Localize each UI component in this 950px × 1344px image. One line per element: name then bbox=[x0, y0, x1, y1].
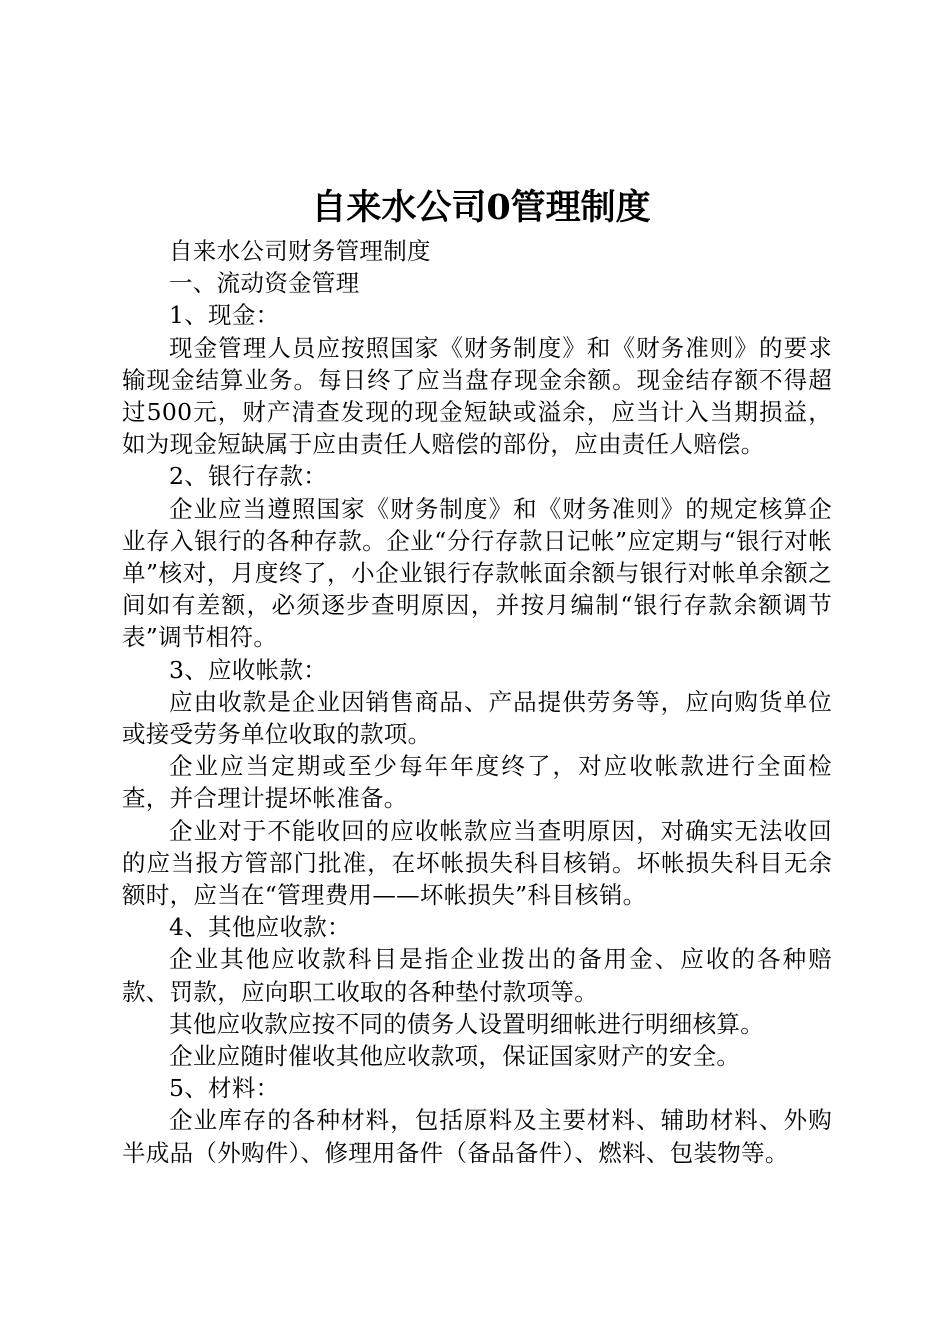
paragraph: 企业对于不能收回的应收帐款应当查明原因，对确实无法收回的应当报方管部门批准，在坏帐损失科目核销。坏帐损失科目无余额时，应当在“管理费用——坏帐损失”科目核销。 bbox=[122, 816, 832, 910]
item-heading-cash: 1、现金： bbox=[169, 301, 280, 330]
paragraph: 其他应收款应按不同的债务人设置明细帐进行明细核算。 bbox=[169, 1009, 764, 1038]
item-heading-receivables: 3、应收帐款： bbox=[169, 655, 328, 684]
paragraph: 企业其他应收款科目是指企业拨出的备用金、应收的各种赔款、罚款，应向职工收取的各种垫付款项等。 bbox=[122, 945, 832, 1006]
document-body bbox=[122, 235, 832, 1169]
paragraph: 企业应随时催收其他应收款项，保证国家财产的安全。 bbox=[169, 1042, 741, 1071]
section-heading: 一、流动资金管理 bbox=[169, 269, 360, 298]
paragraph: 应由收款是企业因销售商品、产品提供劳务等，应向购货单位或接受劳务单位收取的款项。 bbox=[122, 687, 832, 749]
item-heading-other-receivables: 4、其他应收款： bbox=[169, 913, 351, 942]
document-title: 自来水公司0管理制度 bbox=[311, 187, 651, 228]
paragraph-subtitle: 自来水公司财务管理制度 bbox=[169, 237, 431, 265]
item-heading-bank-deposit: 2、银行存款： bbox=[169, 462, 328, 491]
paragraph: 企业应当定期或至少每年年度终了，对应收帐款进行全面检查，并合理计提坏帐准备。 bbox=[122, 752, 832, 813]
paragraph: 企业库存的各种材料，包括原料及主要材料、辅助材料、外购半成品（外购件）、修理用备件（备品备件）、燃料、包装物等。 bbox=[122, 1106, 832, 1167]
paragraph: 企业应当遵照国家《财务制度》和《财务准则》的规定核算企业存入银行的各种存款。企业“分行存款日记帐”应定期与“银行对帐单”核对，月度终了，小企业银行存款帐面余额与银行对帐单余额之间如有差额，必须逐步查明原因，并按月编制“银行存款余额调节表”调节相符。 bbox=[122, 494, 832, 652]
item-heading-materials: 5、材料： bbox=[169, 1074, 280, 1103]
paragraph: 现金管理人员应按照国家《财务制度》和《财务准则》的要求输现金结算业务。每日终了应当盘存现金余额。现金结存额不得超过500元，财产清查发现的现金短缺或溢余，应当计入当期损益，如为现金短缺属于应由责任人赔偿的部份，应由责任人赔偿。 bbox=[122, 333, 832, 459]
